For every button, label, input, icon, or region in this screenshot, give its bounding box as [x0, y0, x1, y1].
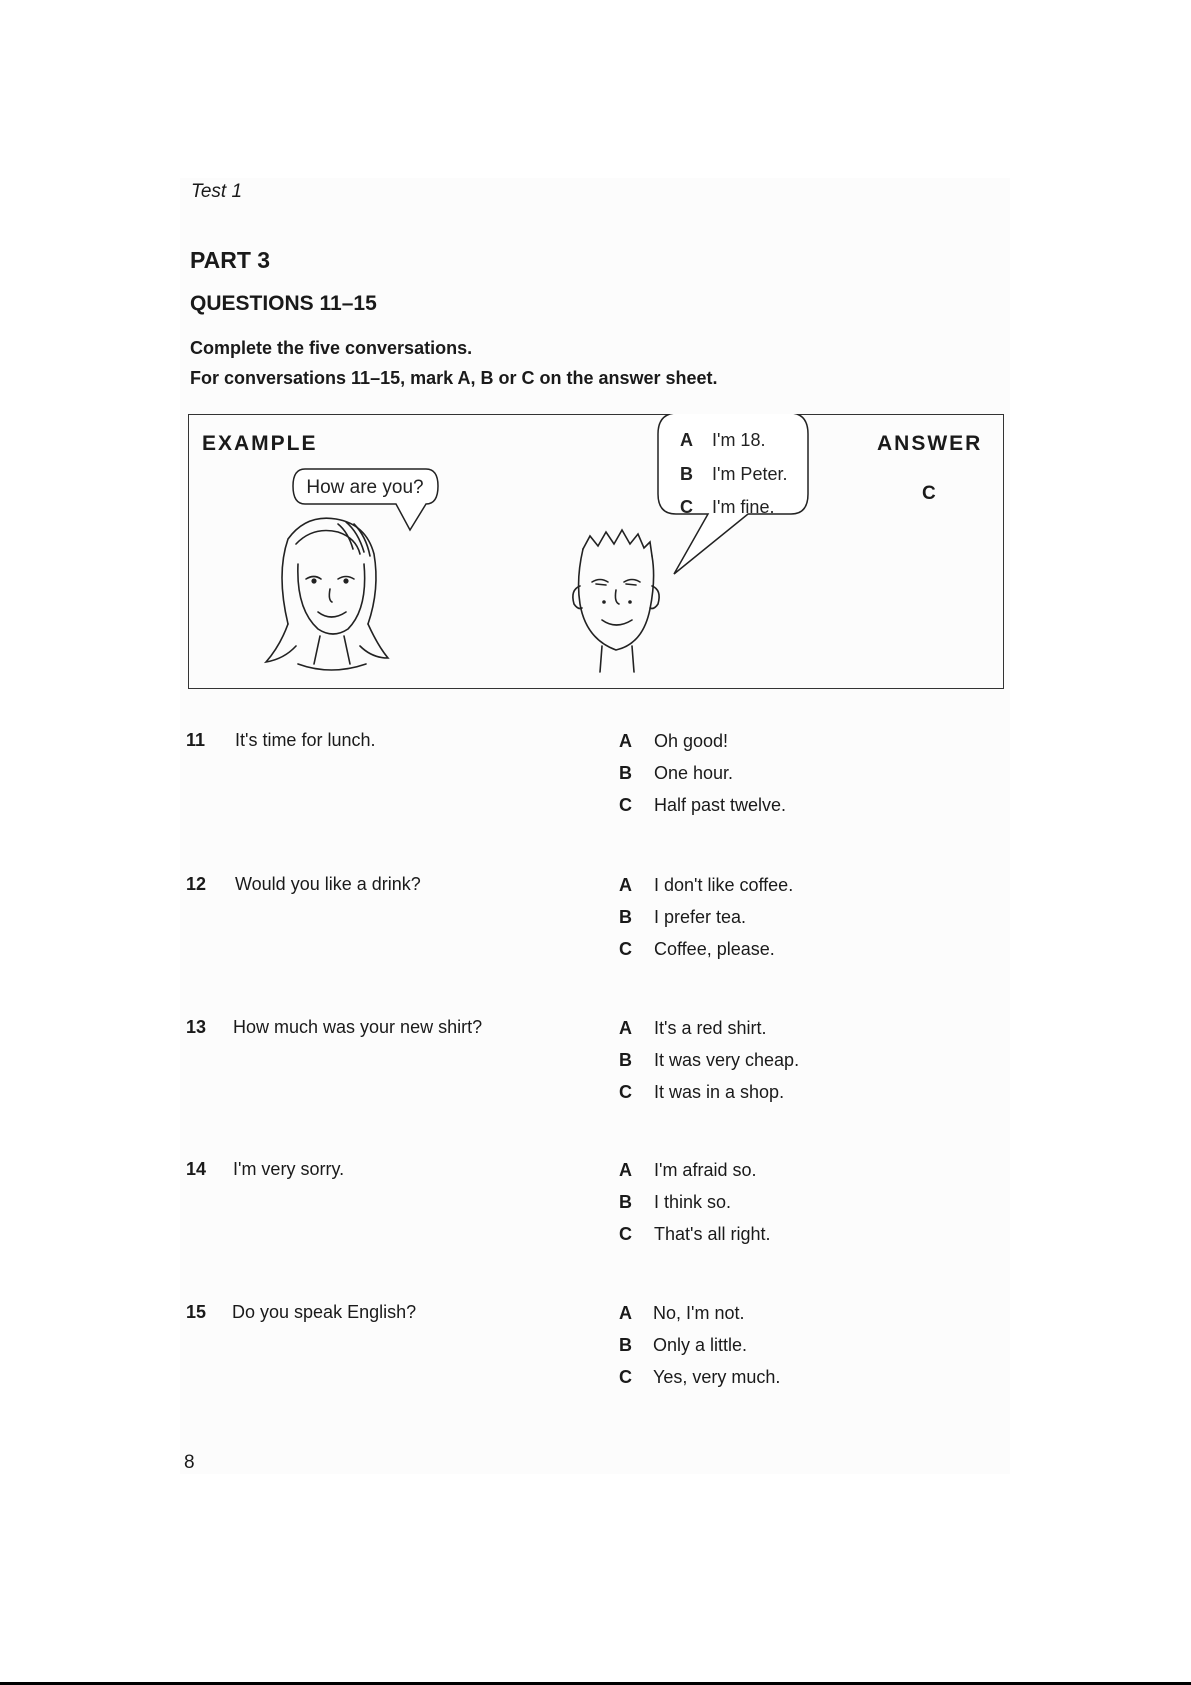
option-a-text: Oh good! — [654, 731, 729, 751]
option-c-text: That's all right. — [654, 1224, 771, 1244]
option-c-text: Coffee, please. — [654, 939, 775, 959]
question-number: 13 — [186, 1017, 207, 1037]
instruction-line-1: Complete the five conversations. — [190, 338, 473, 358]
answer-value: C — [922, 483, 936, 504]
question-text: Would you like a drink? — [235, 874, 421, 894]
page-number: 8 — [184, 1452, 195, 1473]
option-a-letter: A — [619, 875, 632, 895]
example-option-b-letter: B — [680, 464, 693, 484]
option-b-letter: B — [619, 1050, 632, 1070]
question-text: It's time for lunch. — [235, 730, 376, 750]
example-option-b-text: I'm Peter. — [712, 464, 788, 484]
example-label: EXAMPLE — [202, 432, 318, 455]
option-b-letter: B — [619, 1335, 632, 1355]
instruction-line-2: For conversations 11–15, mark A, B or C on the answer sheet. — [190, 368, 718, 388]
option-a-letter: A — [619, 731, 632, 751]
question-text: I'm very sorry. — [233, 1159, 345, 1179]
option-a-text: I don't like coffee. — [654, 875, 794, 895]
example-option-c-letter: C — [680, 497, 693, 517]
option-b-text: Only a little. — [653, 1335, 748, 1355]
option-b-text: I prefer tea. — [654, 907, 747, 927]
girl-face-icon — [266, 518, 388, 670]
option-b-text: I think so. — [654, 1192, 732, 1212]
option-b-letter: B — [619, 907, 632, 927]
question-number: 12 — [186, 874, 207, 894]
running-head: Test 1 — [191, 181, 243, 202]
option-c-letter: C — [619, 939, 632, 959]
option-b-letter: B — [619, 763, 632, 783]
option-b-text: One hour. — [654, 763, 734, 783]
option-a-text: No, I'm not. — [653, 1303, 745, 1323]
part-title: PART 3 — [190, 247, 271, 273]
boy-face-icon — [573, 530, 659, 672]
option-c-letter: C — [619, 795, 632, 815]
question-number: 11 — [186, 730, 206, 750]
question-text: Do you speak English? — [232, 1302, 417, 1322]
example-option-a-text: I'm 18. — [712, 430, 766, 450]
example-option-c-text: I'm fine. — [712, 497, 775, 517]
option-a-letter: A — [619, 1303, 632, 1323]
option-c-text: Half past twelve. — [654, 795, 787, 815]
example-prompt: How are you? — [306, 477, 424, 498]
option-a-text: I'm afraid so. — [654, 1160, 757, 1180]
girl-speech-bubble — [293, 469, 438, 530]
option-c-text: It was in a shop. — [654, 1082, 785, 1102]
option-c-letter: C — [619, 1082, 632, 1102]
questions-title: QUESTIONS 11–15 — [190, 292, 377, 315]
option-c-letter: C — [619, 1367, 632, 1387]
question-number: 14 — [186, 1159, 207, 1179]
example-option-a-letter: A — [680, 430, 693, 450]
option-a-letter: A — [619, 1160, 632, 1180]
answer-label: ANSWER — [877, 432, 983, 455]
question-text: How much was your new shirt? — [233, 1017, 483, 1037]
option-b-text: It was very cheap. — [654, 1050, 800, 1070]
option-b-letter: B — [619, 1192, 632, 1212]
option-c-text: Yes, very much. — [653, 1367, 781, 1387]
option-a-letter: A — [619, 1018, 632, 1038]
question-number: 15 — [186, 1302, 207, 1322]
option-c-letter: C — [619, 1224, 632, 1244]
option-a-text: It's a red shirt. — [654, 1018, 767, 1038]
